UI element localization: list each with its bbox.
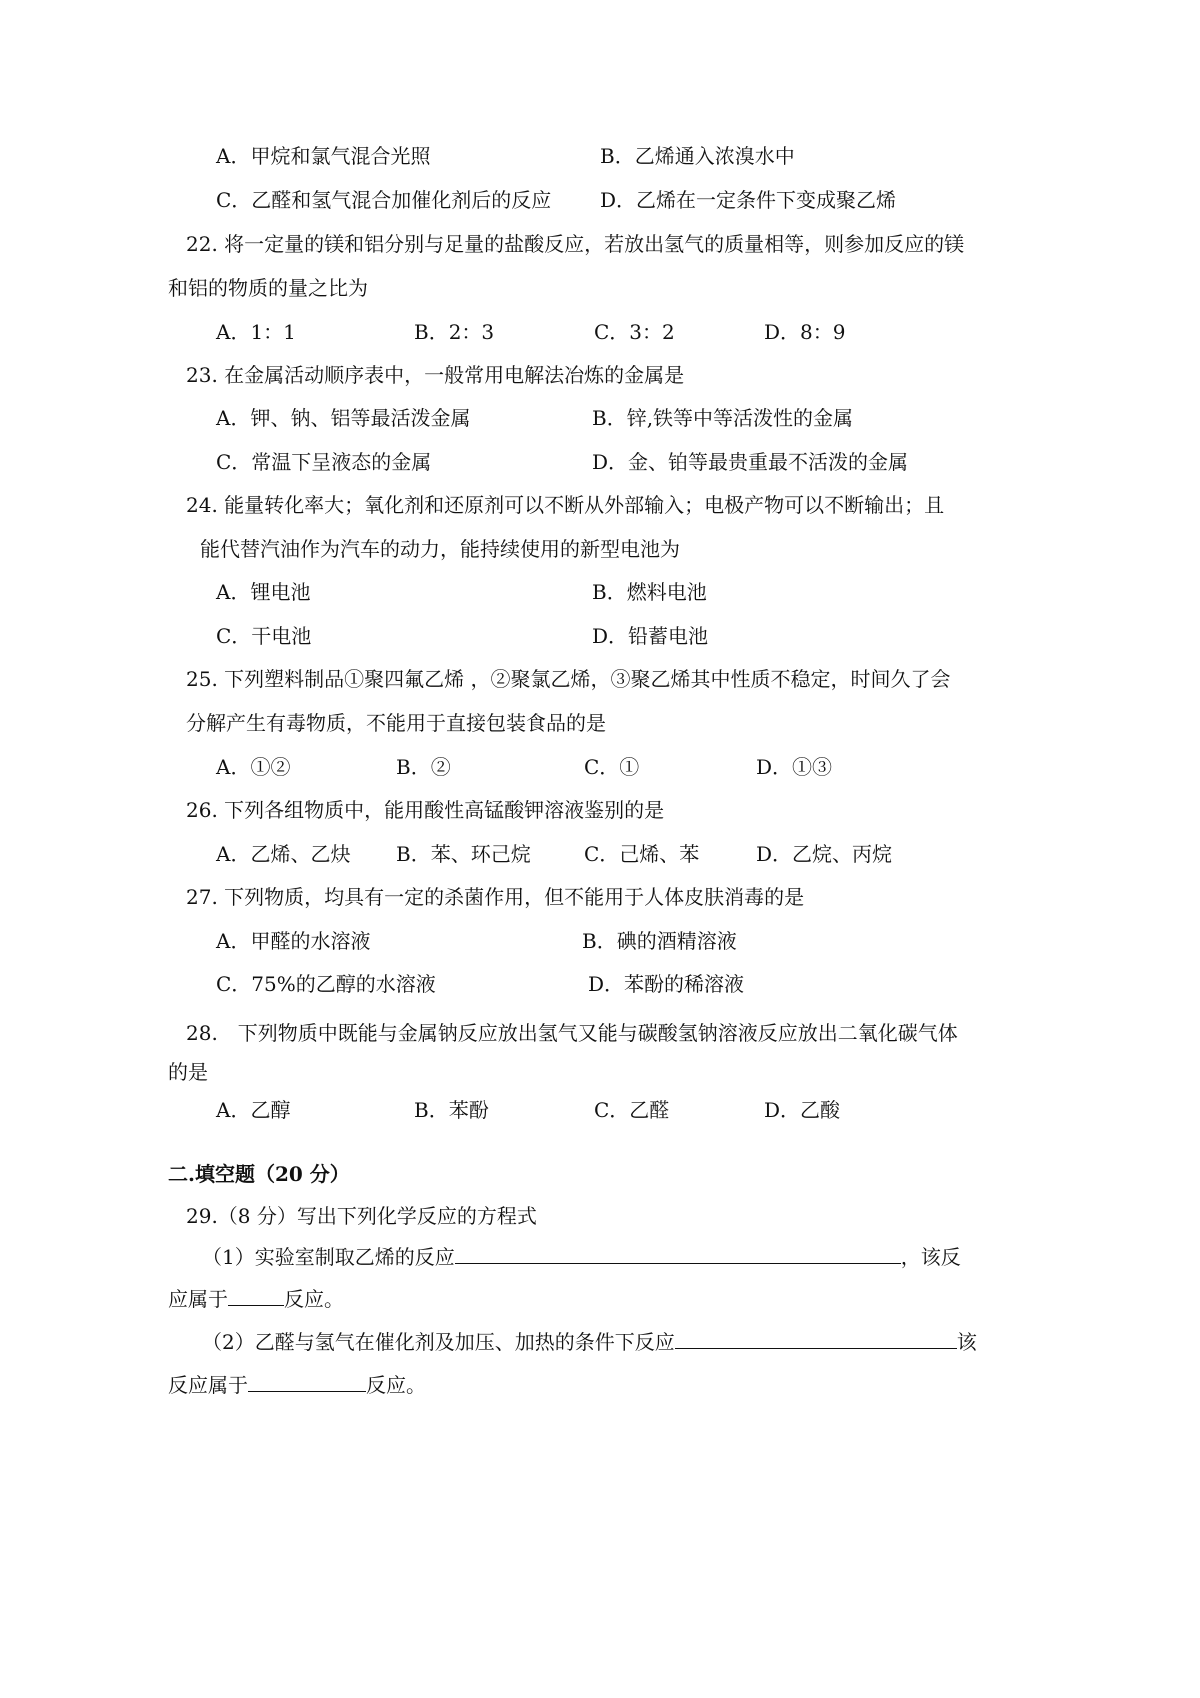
q25-stem-line2: 分解产生有毒物质，不能用于直接包装食品的是: [186, 711, 606, 735]
q25-option-c: C．①: [584, 755, 640, 779]
q27-option-d: D．苯酚的稀溶液: [588, 972, 745, 996]
q24-option-a: A．锂电池: [216, 580, 311, 604]
q27-option-b: B．碘的酒精溶液: [582, 929, 737, 953]
q23-option-b: B．锌,铁等中等活泼性的金属: [592, 406, 854, 430]
q29-part1: [202, 1243, 961, 1270]
q22-stem-line2: 和铝的物质的量之比为: [168, 276, 368, 300]
q26-stem: 26. 下列各组物质中，能用酸性高锰酸钾溶液鉴别的是: [186, 798, 665, 822]
q26-option-a: A．乙烯、乙炔: [216, 842, 351, 866]
q21-option-d: D．乙烯在一定条件下变成聚乙烯: [600, 188, 897, 212]
q29-part2-text: （2）乙醛与氢气在催化剂及加压、加热的条件下反应: [202, 1330, 675, 1354]
q23-option-c: C．常温下呈液态的金属: [216, 450, 432, 474]
q24-option-b: B．燃料电池: [592, 580, 707, 604]
q25-option-b: B．②: [396, 755, 451, 779]
q23-stem: 23. 在金属活动顺序表中，一般常用电解法冶炼的金属是: [186, 363, 685, 387]
q29-part1-cont-text: 应属于: [168, 1287, 228, 1311]
q23-option-a: A．钾、钠、铝等最活泼金属: [216, 406, 471, 430]
q24-option-d: D．铅蓄电池: [592, 624, 709, 648]
section-title: 二.填空题（20 分）: [168, 1162, 350, 1186]
q22-option-b: B．2：3: [414, 320, 495, 344]
q29-part2-type-blank[interactable]: [248, 1371, 366, 1392]
q29-part2-continued: [168, 1371, 426, 1398]
q22-option-d: D．8：9: [764, 320, 846, 344]
q29-part1-type-blank[interactable]: [228, 1285, 284, 1306]
q28-option-c: C．乙醛: [594, 1098, 670, 1122]
q24-option-c: C．干电池: [216, 624, 312, 648]
q29-part2-end: 该: [956, 1330, 977, 1354]
q26-option-c: C．己烯、苯: [584, 842, 700, 866]
q24-stem-line2: 能代替汽油作为汽车的动力，能持续使用的新型电池为: [200, 537, 680, 561]
q26-option-b: B．苯、环己烷: [396, 842, 531, 866]
q28-option-d: D．乙酸: [764, 1098, 841, 1122]
q29-part1-answer-blank[interactable]: [455, 1243, 901, 1264]
q25-option-a: A．①②: [216, 755, 291, 779]
q27-stem: 27. 下列物质，均具有一定的杀菌作用，但不能用于人体皮肤消毒的是: [186, 885, 805, 909]
q28-option-a: A．乙醇: [216, 1098, 291, 1122]
q23-option-d: D．金、铂等最贵重最不活泼的金属: [592, 450, 909, 474]
q29-part1-continued: [168, 1285, 344, 1312]
q21-option-a: A．甲烷和氯气混合光照: [216, 144, 431, 168]
q27-option-c: C．75%的乙醇的水溶液: [216, 972, 436, 996]
q22-option-a: A．1：1: [216, 320, 296, 344]
q27-option-a: A．甲醛的水溶液: [216, 929, 371, 953]
q21-option-b: B．乙烯通入浓溴水中: [600, 144, 795, 168]
q28-stem-line2: 的是: [168, 1060, 208, 1084]
q29-part1-end: ，该反: [900, 1245, 961, 1269]
q29-stem: 29.（8 分）写出下列化学反应的方程式: [186, 1204, 537, 1228]
q29-part2: [202, 1328, 977, 1355]
q25-stem-line1: 25. 下列塑料制品①聚四氟乙烯 ，②聚氯乙烯，③聚乙烯其中性质不稳定，时间久了会: [186, 667, 951, 691]
q21-option-c: C．乙醛和氢气混合加催化剂后的反应: [216, 188, 552, 212]
q22-stem-line1: 22. 将一定量的镁和铝分别与足量的盐酸反应，若放出氢气的质量相等，则参加反应的镁: [186, 232, 965, 256]
q29-part1-text: （1）实验室制取乙烯的反应: [202, 1245, 455, 1269]
q24-stem-line1: 24. 能量转化率大；氧化剂和还原剂可以不断从外部输入；电极产物可以不断输出；且: [186, 493, 945, 517]
q22-option-c: C．3：2: [594, 320, 675, 344]
q29-part2-cont-end: 反应。: [366, 1373, 426, 1397]
q25-option-d: D．①③: [756, 755, 833, 779]
q28-stem-line1: 28. 下列物质中既能与金属钠反应放出氢气又能与碳酸氢钠溶液反应放出二氧化碳气体: [186, 1021, 958, 1045]
q29-part2-cont-text: 反应属于: [168, 1373, 248, 1397]
q26-option-d: D．乙烷、丙烷: [756, 842, 893, 866]
q29-part1-cont-end: 反应。: [284, 1287, 344, 1311]
q29-part2-answer-blank[interactable]: [675, 1328, 957, 1349]
q28-option-b: B．苯酚: [414, 1098, 489, 1122]
